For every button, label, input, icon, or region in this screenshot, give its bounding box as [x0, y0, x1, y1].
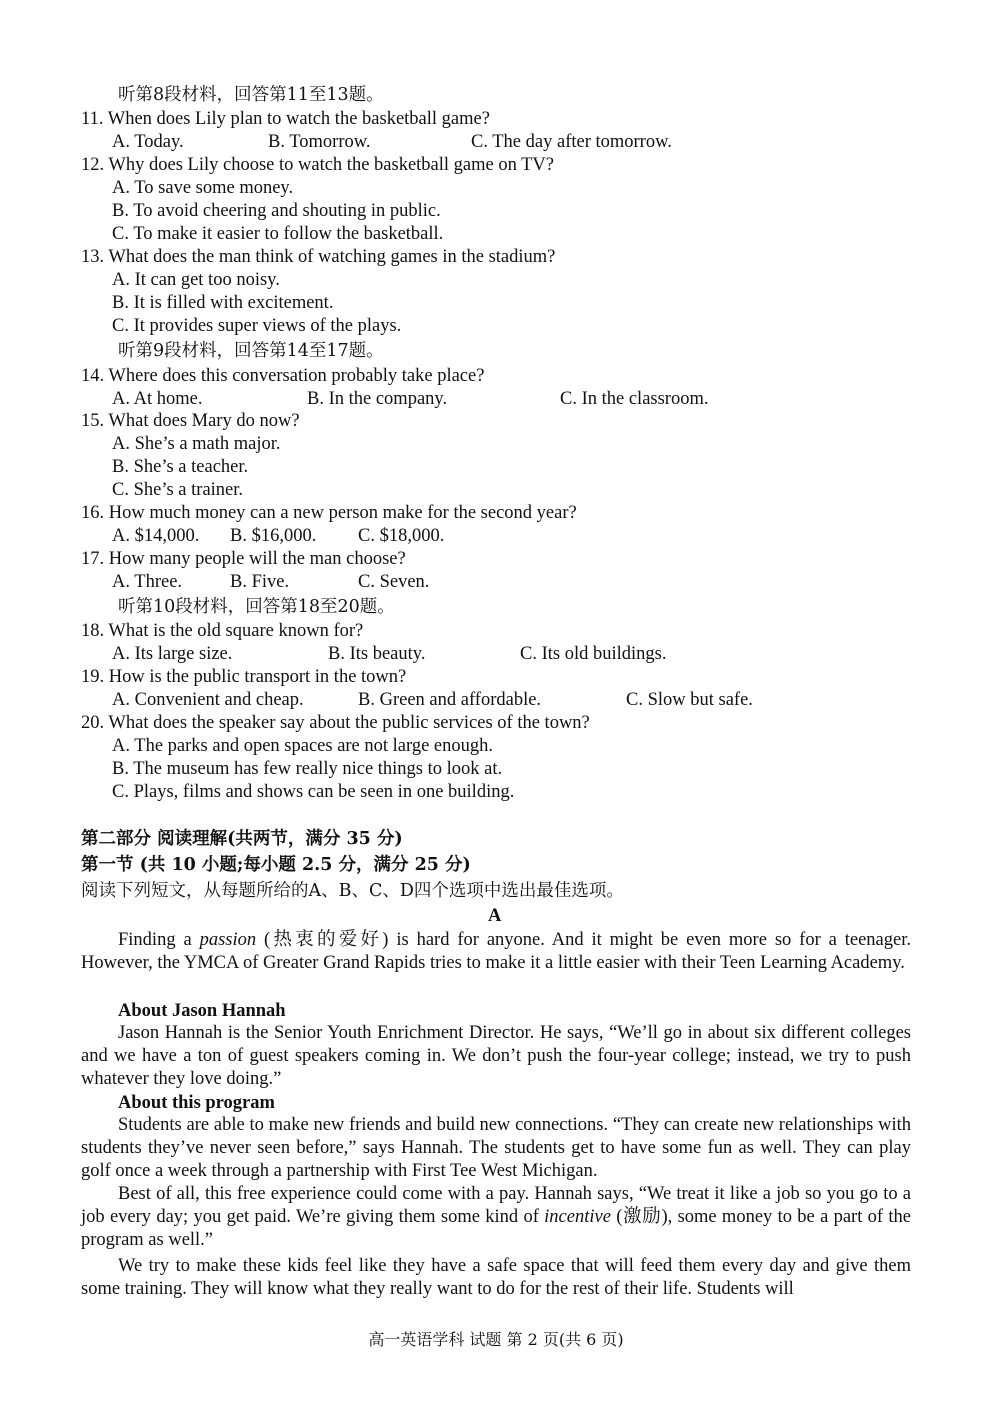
question-18-stem: 18. What is the old square known for? [81, 621, 364, 641]
paragraph-pay-text-b: (激励), some money to be a part of the program as well.” [81, 1207, 911, 1250]
paragraph-jason-hannah-text: Jason Hannah is the Senior Youth Enrichment Director. He says, “We’ll go in about six different colleges and we have a ton of guest speakers coming in. We don’t push the four-year college; instead, we try to push whatever they love doing.” [81, 1023, 911, 1089]
question-20-option-c: C. Plays, films and shows can be seen in one building. [112, 782, 515, 802]
question-11-stem: 11. When does Lily plan to watch the basketball game? [81, 109, 490, 129]
question-13-option-c: C. It provides super views of the plays. [112, 316, 402, 336]
question-17-option-a: A. Three. [112, 572, 183, 592]
question-16-option-a: A. $14,000. [112, 526, 200, 546]
word-passion: passion [199, 930, 257, 950]
question-11-option-c: C. The day after tomorrow. [471, 132, 672, 152]
paragraph-program-text: Students are able to make new friends and build new connections. “They can create new relationships with students they’ve never seen before,” says Hannah. The students get to have some fun as well. They can play golf once a week through a partnership with First Tee West Michigan. [81, 1115, 911, 1181]
paragraph-safe-space [81, 1255, 911, 1301]
section-10-intro: 听第10段材料，回答第18至20题。 [118, 597, 395, 617]
question-13-stem: 13. What does the man think of watching games in the stadium? [81, 247, 556, 267]
question-14-option-b: B. In the company. [307, 389, 448, 409]
question-17-option-c: C. Seven. [358, 572, 430, 592]
question-15-stem: 15. What does Mary do now? [81, 411, 300, 431]
question-14-stem: 14. Where does this conversation probably take place? [81, 366, 485, 386]
section-8-intro: 听第8段材料，回答第11至13题。 [118, 85, 384, 105]
question-12-stem: 12. Why does Lily choose to watch the basketball game on TV? [81, 155, 555, 175]
question-20-stem: 20. What does the speaker say about the public services of the town? [81, 713, 590, 733]
question-15-option-a: A. She’s a math major. [112, 434, 281, 454]
paragraph-pay-text-a: Best of all, this free experience could come with a pay. Hannah says, “We treat it like a job so you go to a job every day; you get paid. We’re giving them some kind of [81, 1184, 911, 1227]
question-16-stem: 16. How much money can a new person make for the second year? [81, 503, 577, 523]
question-12-option-b: B. To avoid cheering and shouting in public. [112, 201, 441, 221]
question-16-option-c: C. $18,000. [358, 526, 445, 546]
reading-instruction: 阅读下列短文，从每题所给的A、B、C、D四个选项中选出最佳选项。 [81, 881, 624, 901]
paragraph-safe-space-text: We try to make these kids feel like they have a safe space that will feed them every day and give them some training. They will know what they really want to do for the rest of their life. Students will [81, 1256, 911, 1299]
question-11-option-b: B. Tomorrow. [268, 132, 371, 152]
question-20-option-b: B. The museum has few really nice things to look at. [112, 759, 503, 779]
question-19-option-c: C. Slow but safe. [626, 690, 753, 710]
question-11-option-a: A. Today. [112, 132, 184, 152]
passage-label: A [488, 906, 502, 926]
heading-about-this-program: About this program [118, 1093, 275, 1113]
question-12-option-a: A. To save some money. [112, 178, 294, 198]
paragraph-pay [81, 1183, 911, 1252]
question-17-option-b: B. Five. [230, 572, 290, 592]
section-one-title: 第一节 (共 10 小题;每小题 2.5 分，满分 25 分) [81, 855, 471, 875]
question-13-option-b: B. It is filled with excitement. [112, 293, 334, 313]
question-17-stem: 17. How many people will the man choose? [81, 549, 406, 569]
question-18-option-b: B. Its beauty. [328, 644, 426, 664]
paragraph-intro [81, 929, 911, 975]
question-19-option-b: B. Green and affordable. [358, 690, 542, 710]
question-16-option-b: B. $16,000. [230, 526, 317, 546]
question-15-option-c: C. She’s a trainer. [112, 480, 244, 500]
question-19-option-a: A. Convenient and cheap. [112, 690, 304, 710]
heading-about-jason-hannah: About Jason Hannah [118, 1001, 286, 1021]
paragraph-jason-hannah [81, 1022, 911, 1091]
question-18-option-a: A. Its large size. [112, 644, 233, 664]
question-13-option-a: A. It can get too noisy. [112, 270, 280, 290]
question-20-option-a: A. The parks and open spaces are not large enough. [112, 736, 494, 756]
section-9-intro: 听第9段材料，回答第14至17题。 [118, 341, 384, 361]
page-footer: 高一英语学科 试题 第 2 页(共 6 页) [368, 1330, 624, 1349]
question-14-option-c: C. In the classroom. [560, 389, 709, 409]
question-12-option-c: C. To make it easier to follow the basketball. [112, 224, 444, 244]
word-incentive: incentive [544, 1207, 611, 1227]
question-19-stem: 19. How is the public transport in the town? [81, 667, 407, 687]
question-15-option-b: B. She’s a teacher. [112, 457, 249, 477]
part-two-title: 第二部分 阅读理解(共两节，满分 35 分) [81, 829, 403, 849]
paragraph-program [81, 1114, 911, 1183]
paragraph-intro-text-a: Finding a [118, 930, 200, 950]
question-18-option-c: C. Its old buildings. [520, 644, 667, 664]
paragraph-intro-text-b: (热衷的爱好) is hard for anyone. And it might be even more so for a teenager. However, the YMCA of Greater Grand Rapids tries to make it a little easier with their Teen Learning Academy. [81, 930, 911, 973]
question-14-option-a: A. At home. [112, 389, 203, 409]
